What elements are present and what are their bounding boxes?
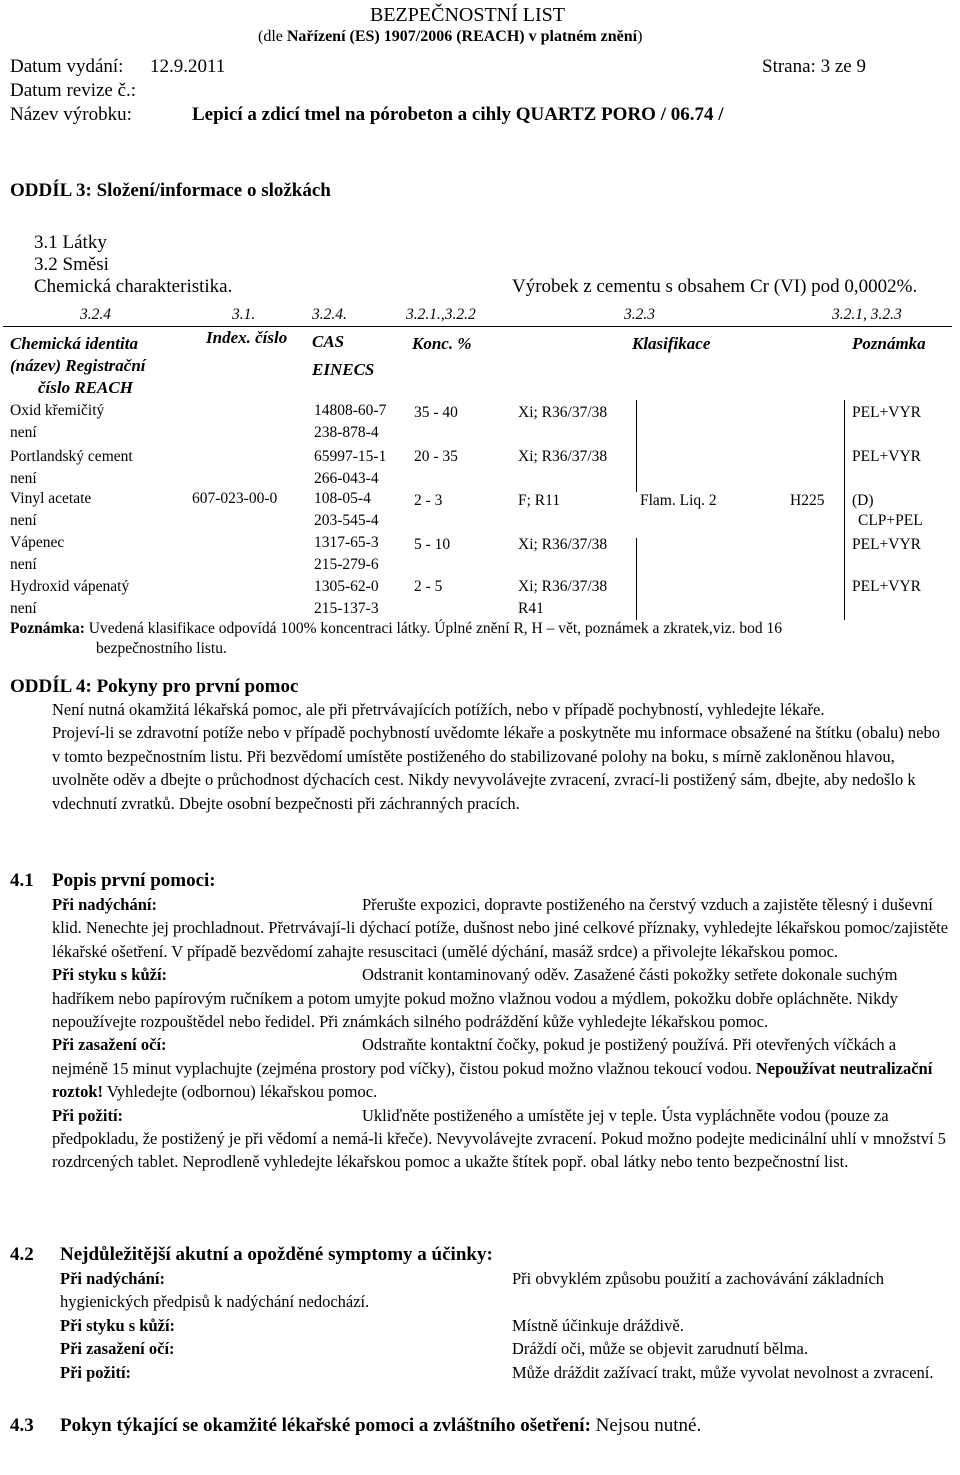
table-note (10, 620, 782, 638)
col-header-conc: Konc. % (412, 334, 472, 353)
row3-index: 607-023-00-0 (192, 490, 278, 507)
symptoms-skin (60, 1314, 950, 1337)
row5-reach: není (10, 600, 37, 617)
section4-3-line (60, 1415, 701, 1437)
first-aid-ingestion-label: Při požití: (52, 1105, 124, 1125)
page-total: 9 (856, 56, 866, 77)
row2-note: PEL+VYR (852, 448, 922, 465)
row5-class-2: R41 (518, 600, 544, 617)
symptoms-eyes-text: Dráždí oči, může se objevit zarudnutí bělma. (512, 1339, 808, 1359)
symptoms-eyes-label: Při zasažení očí: (60, 1339, 175, 1359)
row3-note-2: CLP+PEL (858, 512, 923, 529)
row4-einecs: 215-279-6 (314, 556, 379, 573)
first-aid-inhalation-text: Přerušte expozici, dopravte postiženého na čerstvý vzduch a zajistěte tělesný i duševní klid. Nenechte jej prochladnout. Přetrvávají-li dýchací potíže, dušnost nebo jiné celkové příznaky, vyhledejte lékařskou pomoc/zajistěte lékařské ošetření. V případě bezvědomí zahajte resuscitaci (umělé dýchání, masáž srdce) a přivolejte lékařskou pomoc. (52, 895, 949, 961)
ref-note: 3.2.1, 3.2.3 (832, 306, 902, 323)
ref-classification: 3.2.3 (624, 306, 655, 323)
section4-3-number: 4.3 (10, 1415, 34, 1436)
symptoms-inhalation-label: Při nadýchání: (60, 1269, 165, 1288)
section4-heading: ODDÍL 4: Pokyny pro první pomoc (10, 676, 299, 697)
table-col-rule (844, 584, 845, 620)
row4-reach: není (10, 556, 37, 573)
table-col-rule (844, 446, 845, 492)
row3-hazard-statement: H225 (790, 492, 825, 509)
symptoms-skin-text: Místně účinkuje dráždivě. (512, 1315, 684, 1335)
section4-intro-para-1: Není nutná okamžitá lékařská pomoc, ale při přetrvávajících potížích, nebo v případě pochybností, vyhledejte lékaře. (52, 700, 825, 719)
first-aid-eyes-text-2: Vyhledejte (odbornou) lékařskou pomoc. (106, 1082, 378, 1102)
table-note-text: Uvedená klasifikace odpovídá 100% koncentraci látky. Úplné znění R, H – vět, poznámek a zkratek,viz. bod 16 (88, 620, 783, 637)
symptoms-ingestion-label: Při požití: (60, 1362, 132, 1382)
chemical-characteristic-value: Výrobek z cementu s obsahem Cr (VI) pod 0,0002%. (512, 276, 918, 297)
document-subtitle (258, 28, 642, 46)
ref-index: 3.1. (232, 306, 256, 323)
table-col-rule (636, 538, 637, 584)
col-header-identity-1: Chemická identita (10, 334, 138, 353)
section4-3-text: Nejsou nutné. (595, 1415, 702, 1436)
section3-2-label: 3.2 Směsi (34, 254, 109, 275)
row1-reach: není (10, 424, 37, 441)
row2-conc: 20 - 35 (414, 448, 458, 465)
row5-einecs: 215-137-3 (314, 600, 379, 617)
row4-note: PEL+VYR (852, 536, 922, 553)
table-col-rule (636, 584, 637, 620)
table-col-rule (844, 492, 845, 538)
product-name: Lepicí a zdicí tmel na pórobeton a cihly QUARTZ PORO / 06.74 / (192, 104, 724, 125)
row4-class: Xi; R36/37/38 (518, 536, 608, 553)
section4-1-number: 4.1 (10, 870, 34, 891)
row1-cas: 14808-60-7 (314, 402, 387, 419)
table-note-continued: bezpečnostního listu. (96, 640, 227, 657)
symptoms-ingestion-text: Může dráždit zažívací trakt, může vyvolat nevolnost a zvracení. (512, 1362, 934, 1382)
product-label: Název výrobku: (10, 104, 132, 125)
section4-1-body (52, 893, 950, 1174)
section4-intro-para-2: Projeví-li se zdravotní potíže nebo v případě pochybností uvědomte lékaře a poskytněte mu informace obsažené na štítku (obalu) nebo v tomto bezpečnostním listu. Při bezvědomí umístěte postiženého do stabilizované polohy na boku, s mírně zakloněnou hlavou, uvolněte oděv a dbejte o průchodnost dýchacích cest. Nikdy nevyvolávejte zvracení, zvrací-li postižený sám, dbejte, aby nedošlo k vdechnutí zvratků. Dbejte osobní bezpečnosti při záchranných pracích. (52, 723, 940, 813)
issue-date-value: 12.9.2011 (150, 56, 226, 77)
subtitle-pre: (dle (258, 28, 287, 45)
first-aid-inhalation-label: Při nadýchání: (52, 895, 157, 914)
table-col-rule (636, 446, 637, 492)
row3-flam: Flam. Liq. 2 (640, 492, 717, 509)
section4-2-body (60, 1267, 950, 1384)
row3-class: F; R11 (518, 492, 561, 509)
page-label: Strana: (762, 56, 816, 77)
subtitle-post: ) (637, 28, 643, 45)
section4-2-number: 4.2 (10, 1244, 34, 1265)
ref-cas: 3.2.4. (312, 306, 347, 323)
symptoms-inhalation-text: Při obvyklém způsobu použití a zachovávání základních hygienických předpisů k nadýchání nedochází. (60, 1269, 885, 1312)
row5-conc: 2 - 5 (414, 578, 443, 595)
row4-conc: 5 - 10 (414, 536, 451, 553)
ref-conc: 3.2.1.,3.2.2 (406, 306, 476, 323)
row3-conc: 2 - 3 (414, 492, 443, 509)
row2-class: Xi; R36/37/38 (518, 448, 608, 465)
table-col-rule (844, 538, 845, 584)
row2-reach: není (10, 470, 37, 487)
table-top-rule (3, 326, 952, 327)
col-header-identity-2: (název) Registrační (10, 356, 146, 375)
row1-conc: 35 - 40 (414, 404, 458, 421)
row3-einecs: 203-545-4 (314, 512, 379, 529)
row5-class: Xi; R36/37/38 (518, 578, 608, 595)
ref-identity: 3.2.4 (80, 306, 111, 323)
row2-name: Portlandský cement (10, 448, 133, 465)
row4-name: Vápenec (10, 534, 65, 551)
symptoms-eyes (60, 1337, 950, 1360)
page-number: 3 (820, 56, 831, 77)
row3-reach: není (10, 512, 37, 529)
page-of-label: ze (834, 56, 852, 77)
table-col-rule (636, 400, 637, 446)
first-aid-eyes-warning: Nepoužívat neutralizační roztok! (52, 1058, 933, 1102)
col-header-einecs: EINECS (312, 360, 375, 379)
row5-name: Hydroxid vápenatý (10, 578, 130, 595)
first-aid-skin-label: Při styku s kůží: (52, 965, 168, 985)
section4-1-title: Popis první pomoci: (52, 870, 216, 891)
symptoms-inhalation (60, 1267, 950, 1314)
first-aid-eyes (52, 1033, 950, 1103)
first-aid-eyes-text: Odstraňte kontaktní čočky, pokud je postižený používá. Při otevřených víčkách a nejméně 15 minut vyplachujte (zejména prostory pod víčky), čistou pokud možno vlažnou tekoucí vodou. (52, 1035, 897, 1078)
row2-einecs: 266-043-4 (314, 470, 379, 487)
section3-1-label: 3.1 Látky (34, 232, 107, 253)
row1-name: Oxid křemičitý (10, 402, 105, 419)
first-aid-eyes-label: Při zasažení očí: (52, 1035, 167, 1055)
col-header-identity-3: číslo REACH (38, 378, 133, 397)
issue-date-label: Datum vydání: (10, 56, 124, 77)
chemical-characteristic-label: Chemická charakteristika. (34, 276, 233, 297)
col-header-index: Index. číslo (206, 328, 288, 347)
row1-note: PEL+VYR (852, 404, 922, 421)
section4-2-title: Nejdůležitější akutní a opožděné symptomy a účinky: (60, 1244, 493, 1265)
col-header-classification: Klasifikace (632, 334, 711, 353)
first-aid-ingestion-text: Ukliďněte postiženého a umístěte jej v teple. Ústa vypláchněte vodou (pouze za předpokladu, že postižený je při vědomí a nemá-li křeče). Nevyvolávejte zvracení. Pokud možno podejte medicinální uhlí v množství 5 rozdrcených tablet. Neprodleně vyhledejte lékařskou pomoc a ukažte štítek popř. obal látky nebo tento bezpečnostní list. (52, 1105, 946, 1172)
row3-cas: 108-05-4 (314, 490, 371, 507)
row3-note: (D) (852, 492, 874, 509)
symptoms-ingestion (60, 1361, 950, 1384)
section4-intro (52, 698, 950, 815)
first-aid-skin (52, 963, 950, 1033)
row4-cas: 1317-65-3 (314, 534, 379, 551)
table-col-rule (844, 400, 845, 446)
revision-label: Datum revize č.: (10, 80, 137, 101)
row1-class: Xi; R36/37/38 (518, 404, 608, 421)
row1-einecs: 238-878-4 (314, 424, 379, 441)
col-header-note: Poznámka (852, 334, 926, 353)
page-indicator (762, 56, 866, 78)
symptoms-skin-label: Při styku s kůží: (60, 1315, 176, 1335)
section4-3-title: Pokyn týkající se okamžité lékařské pomoci a zvláštního ošetření: (60, 1415, 591, 1436)
col-header-cas: CAS (312, 332, 345, 351)
section3-heading: ODDÍL 3: Složení/informace o složkách (10, 180, 331, 201)
table-note-label: Poznámka: (10, 620, 85, 637)
first-aid-ingestion (52, 1104, 950, 1174)
first-aid-inhalation (52, 893, 950, 963)
row5-cas: 1305-62-0 (314, 578, 379, 595)
first-aid-skin-text: Odstranit kontaminovaný oděv. Zasažené části pokožky setřete dokonale suchým hadříkem nebo papírovým ručníkem a potom umyjte pokud možno vlažnou vodou a mýdlem, pokožku dobře opláchněte. Nikdy nepoužívejte rozpouštědel nebo ředidel. Při známkách silného podráždění kůže vyhledejte lékařskou pomoc. (52, 965, 898, 1032)
row2-cas: 65997-15-1 (314, 448, 387, 465)
row5-note: PEL+VYR (852, 578, 922, 595)
document-title: BEZPEČNOSTNÍ LIST (370, 4, 565, 26)
row3-name: Vinyl acetate (10, 490, 92, 507)
subtitle-regulation: Nařízení (ES) 1907/2006 (REACH) v platném znění (286, 28, 638, 45)
